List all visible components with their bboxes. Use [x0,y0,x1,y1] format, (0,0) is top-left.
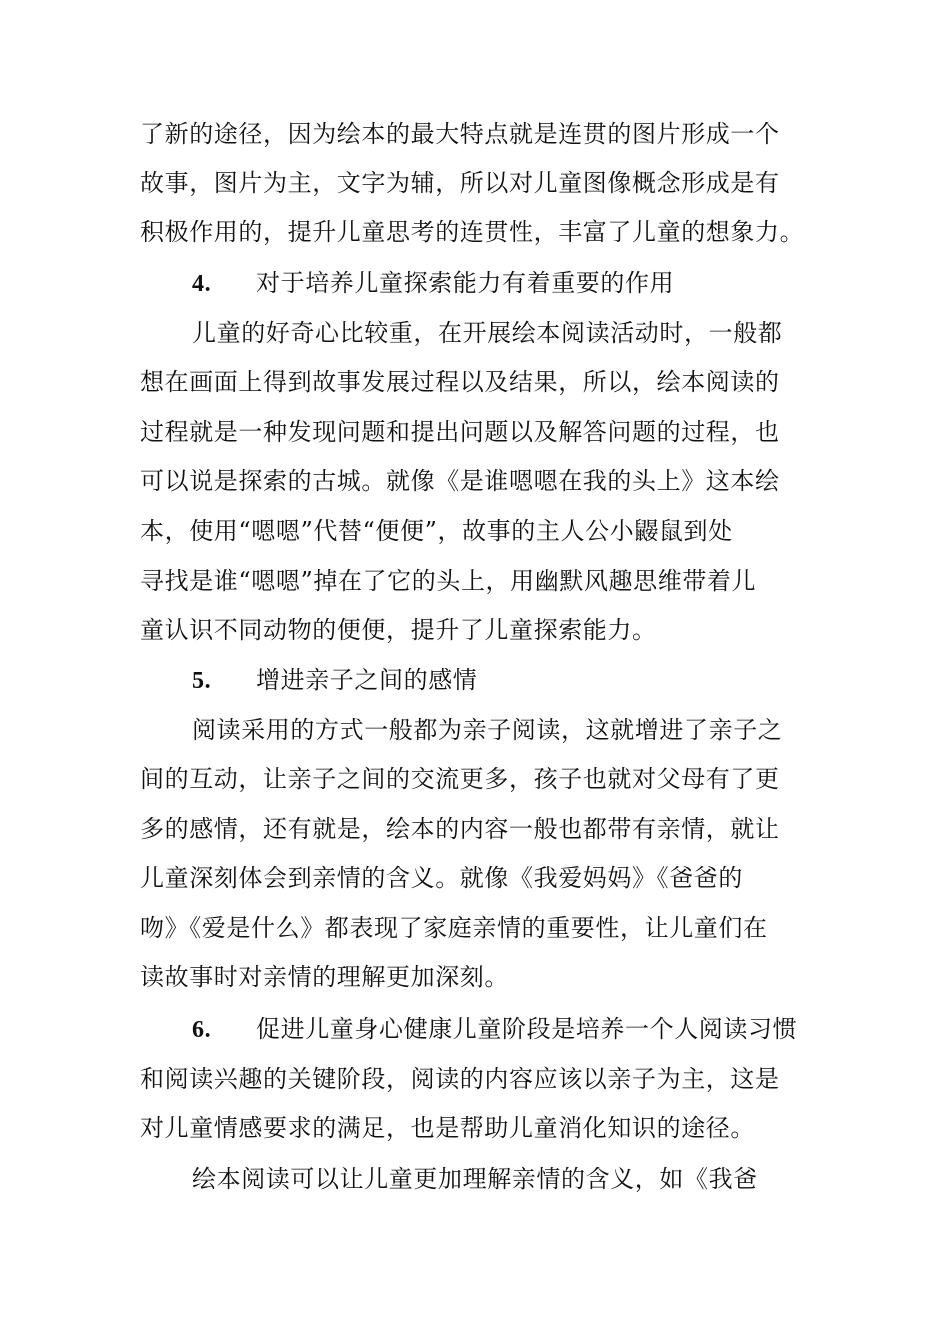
section-heading-5 [192,665,477,695]
body-line: 儿童的好奇心比较重，在开展绘本阅读活动时，一般都 [192,319,783,347]
heading-number: 4. [192,271,212,297]
body-line: 本，使用“嗯嗯”代替“便便”，故事的主人公小鼹鼠到处 [140,517,733,545]
body-line: 童认识不同动物的便便，提升了儿童探索能力。 [140,616,657,644]
body-line: 对儿童情感要求的满足，也是帮助儿童消化知识的途径。 [140,1114,755,1142]
body-line: 可以说是探索的古城。就像《是谁嗯嗯在我的头上》这本绘 [140,467,780,495]
section-heading-4 [192,268,674,298]
section-heading-6 [192,1014,797,1044]
heading-text: 增进亲子之间的感情 [256,666,478,694]
body-line: 绘本阅读可以让儿童更加理解亲情的含义，如《我爸 [192,1165,758,1193]
body-line: 吻》《爱是什么》都表现了家庭亲情的重要性，让儿童们在 [140,914,768,942]
body-line: 故事，图片为主，文字为辅，所以对儿童图像概念形成是有 [140,169,780,197]
body-line: 想在画面上得到故事发展过程以及结果，所以，绘本阅读的 [140,368,780,396]
heading-number: 6. [192,1017,212,1043]
body-line: 过程就是一种发现问题和提出问题以及解答问题的过程，也 [140,418,780,446]
body-line: 和阅读兴趣的关键阶段，阅读的内容应该以亲子为主，这是 [140,1065,780,1093]
body-line: 促进儿童身心健康儿童阶段是培养一个人阅读习惯 [256,1015,798,1043]
heading-text: 对于培养儿童探索能力有着重要的作用 [256,269,675,297]
heading-number: 5. [192,668,212,694]
body-line: 儿童深刻体会到亲情的含义。就像《我爱妈妈》《爸爸的 [140,864,743,892]
body-line: 寻找是谁“嗯嗯”掉在了它的头上，用幽默风趣思维带着儿 [140,567,757,595]
body-line: 多的感情，还有就是，绘本的内容一般也都带有亲情，就让 [140,815,780,843]
body-line: 积极作用的，提升儿童思考的连贯性，丰富了儿童的想象力。 [140,218,805,246]
body-line: 读故事时对亲情的理解更加深刻。 [140,963,509,991]
body-line: 间的互动，让亲子之间的交流更多，孩子也就对父母有了更 [140,765,780,793]
body-line: 阅读采用的方式一般都为亲子阅读，这就增进了亲子之 [192,716,783,744]
body-line: 了新的途径，因为绘本的最大特点就是连贯的图片形成一个 [140,120,780,148]
